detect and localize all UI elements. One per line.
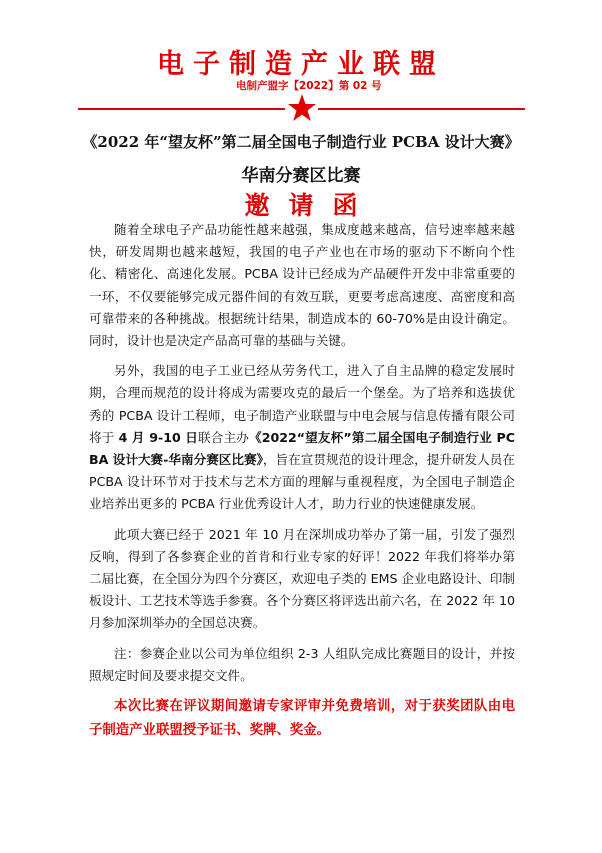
org-title: 电子制造产业联盟 <box>157 49 445 80</box>
paragraph-event <box>89 360 515 515</box>
red-star-icon <box>287 93 317 123</box>
contest-title: 《2022 年“望友杯”第二届全国电子制造行业 PCBA 设计大赛》 <box>82 133 520 151</box>
paragraph-awards: 本次比赛在评议期间邀请专家评审并免费培训，对于获奖团队由电子制造产业联盟授予证书、奖牌、奖金。 <box>89 699 515 738</box>
star-icon-svg <box>287 93 317 123</box>
event-intro-text: 另外，我国的电子工业已经从劳务代工，进入了自主品牌的稳定发展时期，合理而规范的设计将成为需要攻克的最后一个堡垒。为了培养和选拔优秀的 PCBA 设计工程师，电子制造产业联盟与中电会展与信息传播有限公司将于 <box>89 363 515 445</box>
event-host-text: 联合主办 <box>198 429 249 445</box>
paragraph-history: 此项大赛已经于 2021 年 10 月在深圳成功举办了第一届，引发了强烈反响，得到了各参赛企业的首肯和行业专家的好评！2022 年我们将举办第二届比赛，在全国分为四个分赛区，欢迎电子类的 EMS 企业电路设计、印制板设计、工艺技术等选手参赛。各个分赛区将评选出前六名，在 2022 年 10 月参加深圳举办的全国总决赛。 <box>89 526 515 631</box>
header-divider-right <box>318 108 525 110</box>
header-divider-left <box>78 108 285 110</box>
paragraph-background: 随着全球电子产品功能性越来越强，集成度越来越高，信号速率越来越快，研发周期也越来越短，我国的电子产业也在市场的驱动下不断向个性化、精密化、高速化发展。PCBA 设计已经成为产品硬件开发中非常重要的一环，不仅要能够完成元器件间的有效互联，更要考虑高速度、高密度和高可靠带来的各种挑战。根据统计结果，制造成本的 60-70%是由设计确定。同时，设计也是决定产品高可靠的基础与关键。 <box>89 222 515 349</box>
invitation-title: 邀请函 <box>244 191 377 220</box>
paragraph-note: 注：参赛企业以公司为单位组织 2-3 人组队完成比赛题目的设计，并按照规定时间及要求提交文件。 <box>89 645 515 683</box>
event-name: 《2022“望友杯”第二届全国电子制造行业 PCBA 设计大赛-华南分赛区比赛》 <box>89 429 515 468</box>
letter-body <box>89 219 515 750</box>
document-number: 电制产盟字【2022】第 02 号 <box>236 80 382 92</box>
event-date: 4 月 9-10 日 <box>118 429 198 445</box>
event-purpose-text: ，旨在宣贯规范的设计理念，提升研发人员在 PCBA 设计环节对于技术与艺术方面的理解与重视程度，为全国电子制造企业培养出更多的 PCBA 行业优秀设计人才，助力行业的快速健康发展。 <box>89 452 515 512</box>
contest-subtitle: 华南分赛区比赛 <box>241 166 361 186</box>
